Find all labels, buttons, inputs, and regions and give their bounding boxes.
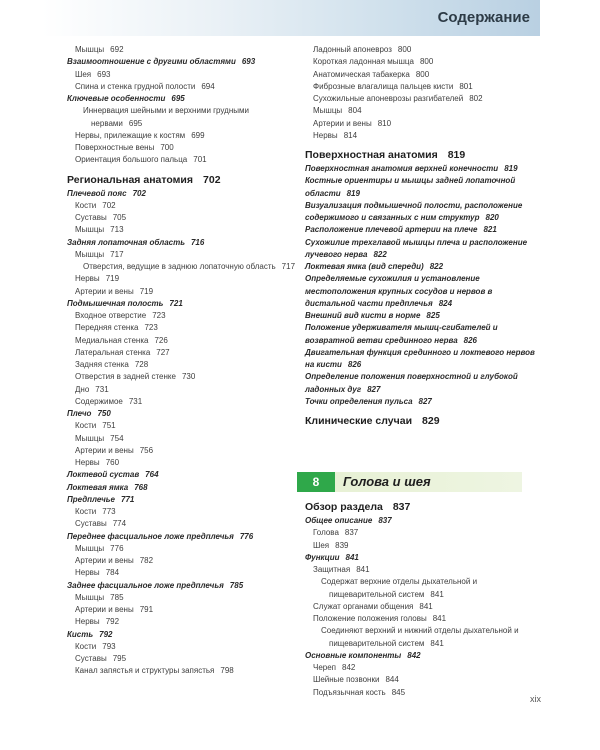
toc-entry [305,93,540,105]
toc-entry-title: Задняя лопаточная область [67,237,185,247]
toc-entry [305,237,540,262]
toc-entry-page: 841 [430,638,444,648]
toc-entry-page: 782 [139,556,154,565]
toc-entry-page: 827 [367,384,381,394]
toc-entry-title: Мышцы [75,45,105,54]
toc-entry-title: Суставы [75,654,107,663]
toc-entry [305,396,540,408]
toc-entry [305,322,540,347]
toc-entry-title: Артерии и вены [75,605,134,614]
toc-entry-title: Передняя стенка [75,323,139,333]
toc-chapter-8-column [305,500,540,699]
toc-entry [67,81,297,93]
toc-entry [67,384,297,396]
toc-entry-page: 700 [160,143,174,152]
toc-entry-page: 814 [343,130,358,140]
toc-entry [67,506,297,518]
toc-entry [67,200,297,212]
toc-entry [305,515,540,527]
toc-entry [305,81,540,93]
toc-entry-title: Мышцы [75,249,105,259]
toc-entry-title: Кости [75,421,97,431]
chapter-banner [297,472,522,492]
toc-entry-title: Шея [313,540,330,550]
toc-entry-page: 785 [229,580,244,590]
toc-entry [67,445,297,457]
toc-entry [67,433,297,445]
toc-entry-title: Общее описание [305,516,373,525]
toc-entry-page: 713 [110,225,124,235]
toc-entry [67,518,297,530]
toc-entry-page: 773 [102,507,116,516]
toc-entry [305,163,540,175]
toc-entry-page: 837 [378,516,392,525]
toc-entry [67,592,297,604]
toc-entry [305,175,540,200]
toc-entry-page: 695 [171,94,185,103]
toc-entry-page: 694 [201,81,215,91]
toc-entry-title: Нервы [75,617,100,627]
toc-entry [67,641,297,653]
toc-entry-page: 751 [102,421,116,431]
toc-entry-title: Определение положения поверхностной и глубокой ладонных дуг [305,372,518,394]
toc-entry-page: 723 [152,311,166,320]
toc-entry [67,69,297,81]
toc-entry-page: 731 [128,396,143,406]
toc-entry-page: 845 [391,687,406,697]
page-header [42,0,540,36]
toc-entry-page: 760 [105,458,120,467]
toc-entry-page: 841 [430,589,444,599]
toc-entry-title: Содержимое [75,396,123,406]
toc-entry [67,105,297,130]
toc-entry-page: 721 [169,298,183,308]
toc-entry-page: 784 [105,568,120,578]
toc-entry-page: 841 [419,601,433,611]
toc-entry [67,396,297,408]
toc-entry-title: Нервы [75,568,100,578]
toc-entry [305,273,540,310]
toc-entry-page: 699 [191,130,205,140]
toc-entry-title: Переднее фасциальное ложе предплечья [67,531,234,541]
toc-entry [67,322,297,334]
toc-entry-title: Сухожилие трехглавой мышцы плеча и расположение лучевого нерва [305,237,528,259]
toc-entry [67,543,297,555]
toc-entry-title: Задняя стенка [75,360,129,369]
toc-entry [305,576,540,601]
toc-entry-page: 802 [469,94,483,103]
toc-section [305,500,540,514]
toc-entry-page: 723 [144,323,158,333]
toc-entry-page: 702 [203,173,221,186]
toc-entry-title: Плечо [67,409,92,418]
toc-entry [67,212,297,224]
toc-entry-page: 798 [220,666,234,676]
toc-entry-title: Отверстия в задней стенке [75,372,176,382]
toc-entry-title: Соединяют верхний и нижний отделы дыхательной и пищеварительной систем [321,626,519,648]
toc-section [305,148,540,162]
toc-entry [305,130,540,142]
toc-entry-title: Канал запястья и структуры запястья [75,666,215,676]
toc-entry [67,531,297,543]
toc-entry-title: Шея [75,69,92,79]
toc-entry [67,494,297,506]
toc-entry-title: Костные ориентиры и мышцы задней лопаточной области [305,176,516,198]
toc-entry [67,420,297,432]
toc-entry [67,371,297,383]
toc-entry-page: 764 [145,470,159,480]
toc-entry-title: Суставы [75,213,107,222]
toc-entry-title: Кости [75,200,97,210]
toc-entry-page: 792 [105,617,120,627]
toc-entry-title: Клинические случаи [305,415,413,427]
toc-entry [67,482,297,494]
toc-entry [305,687,540,699]
toc-entry-title: Мышцы [75,225,105,235]
toc-entry [305,310,540,322]
toc-entry-title: Нервы [75,274,100,284]
toc-entry [305,662,540,674]
toc-entry-page: 702 [102,200,116,210]
toc-entry-page: 717 [110,249,124,259]
toc-entry [305,650,540,662]
toc-entry-page: 839 [335,540,349,550]
toc-entry-page: 692 [110,45,124,54]
toc-entry-page: 826 [347,360,362,369]
toc-entry-page: 791 [139,605,154,614]
toc-entry-page: 719 [105,274,120,284]
toc-entry [67,469,297,481]
toc-entry [67,604,297,616]
toc-entry [67,56,297,68]
toc-entry [305,224,540,236]
toc-entry-page: 695 [128,118,143,128]
toc-entry-page: 827 [418,396,432,406]
toc-entry-title: Заднее фасциальное ложе предплечья [67,580,224,590]
toc-entry [305,674,540,686]
toc-entry [67,261,297,273]
toc-entry-page: 731 [95,384,109,394]
toc-entry-title: Подъязычная кость [313,687,386,697]
toc-entry-page: 826 [463,335,477,345]
toc-entry-page: 693 [97,69,111,79]
toc-entry-title: Поверхностная анатомия [305,149,438,161]
toc-entry-title: Защитная [313,565,351,574]
toc-entry-page: 810 [377,118,392,128]
toc-entry-title: Определяемые сухожилия и установление местоположения крупных сосудов и нервов в дистальной части предплечья [305,274,493,308]
chapter-number: 8 [297,472,335,492]
chapter-title: Голова и шея [343,474,431,489]
toc-entry-title: Анатомическая табакерка [313,69,410,79]
toc-entry-page: 728 [134,360,149,369]
toc-entry-title: Расположение плечевой артерии на плече [305,225,478,235]
toc-entry [305,625,540,650]
toc-entry-page: 792 [99,629,113,639]
toc-entry-page: 820 [485,213,499,222]
toc-entry-title: Мышцы [75,592,105,602]
toc-entry-title: Входное отверстие [75,311,147,320]
toc-entry-page: 702 [132,188,146,198]
toc-entry-title: Нервы, прилежащие к костям [75,130,186,140]
toc-entry [67,457,297,469]
toc-entry [305,527,540,539]
toc-entry-title: Артерии и вены [313,118,372,128]
toc-entry-title: Точки определения пульса [305,396,413,406]
page-title: Содержание [437,9,530,26]
toc-left-column [67,44,297,678]
toc-entry-title: Локтевая ямка [67,482,129,492]
toc-entry-page: 726 [154,335,168,345]
toc-entry-title: Сухожильные апоневрозы разгибателей [313,94,464,103]
toc-entry [67,567,297,579]
toc-entry-page: 730 [181,372,196,382]
toc-entry-page: 837 [344,528,359,538]
toc-entry [67,359,297,371]
toc-entry-title: Двигательная функция срединного и локтевого нервов на кисти [305,347,535,369]
toc-right-column [305,44,540,429]
toc-entry-title: Внешний вид кисти в норме [305,311,421,320]
toc-entry-page: 776 [239,531,254,541]
toc-entry-page: 705 [112,213,127,222]
toc-entry-title: Нервы [313,130,338,140]
toc-entry-title: Ориентация большого пальца [75,155,188,165]
toc-entry-page: 841 [356,565,370,574]
toc-entry-title: Артерии и вены [75,286,134,296]
toc-entry-page: 804 [348,106,362,116]
toc-entry-title: Локтевая ямка (вид спереди) [305,262,424,271]
toc-entry-title: Фиброзные влагалища пальцев кисти [313,81,454,91]
toc-entry-title: Служат органами общения [313,601,414,611]
toc-entry [305,552,540,564]
toc-entry [67,298,297,310]
toc-entry-title: Иннервация шейными и верхними грудными нервами [83,106,249,128]
toc-entry-title: Региональная анатомия [67,173,194,186]
toc-entry [67,408,297,420]
toc-entry [305,56,540,68]
toc-entry [67,130,297,142]
toc-entry-page: 819 [346,188,360,198]
page-number: xix [530,694,541,704]
toc-entry-page: 727 [156,347,170,357]
toc-entry [67,188,297,200]
toc-entry-title: Визуализация подмышечной полости, расположение содержимого и связанных с ним структур [305,200,523,222]
toc-section [67,173,297,187]
toc-entry-page: 771 [121,494,135,504]
toc-entry [305,371,540,396]
toc-entry-title: Функции [305,552,340,562]
toc-entry [67,286,297,298]
toc-entry-page: 756 [139,445,154,455]
toc-entry [305,261,540,273]
toc-entry-page: 701 [193,155,207,165]
toc-entry-page: 844 [385,675,399,685]
toc-entry [305,118,540,130]
toc-entry [67,310,297,322]
toc-entry-title: Поверхностная анатомия верхней конечности [305,164,499,173]
toc-entry [67,665,297,677]
toc-entry-page: 717 [281,262,296,271]
toc-entry [305,347,540,372]
toc-entry-title: Ладонный апоневроз [313,45,392,54]
toc-entry-page: 801 [459,81,473,91]
toc-entry-page: 774 [112,519,127,529]
toc-entry-page: 716 [190,237,205,247]
toc-entry-page: 829 [422,415,440,427]
toc-entry-title: Поверхностные вены [75,143,155,152]
toc-entry-title: Взаимоотношение с другими областями [67,57,236,67]
toc-entry [67,616,297,628]
toc-entry [305,613,540,625]
toc-entry-title: Подмышечная полость [67,298,164,308]
toc-entry-page: 800 [419,57,434,67]
toc-entry-page: 800 [397,45,412,54]
toc-entry [67,335,297,347]
toc-entry-title: Локтевой сустав [67,470,140,480]
toc-entry [67,555,297,567]
toc-entry-page: 795 [112,654,127,663]
toc-entry-page: 719 [139,286,154,296]
toc-entry [67,44,297,56]
toc-entry-page: 824 [438,298,453,308]
toc-entry [67,273,297,285]
toc-entry-page: 837 [392,501,411,513]
toc-entry [67,154,297,166]
toc-entry-title: Плечевой пояс [67,188,127,198]
toc-entry [67,93,297,105]
toc-entry-page: 841 [432,614,447,623]
toc-entry-title: Ключевые особенности [67,94,166,103]
toc-section [305,414,540,428]
toc-entry-title: Артерии и вены [75,556,134,565]
toc-entry-page: 800 [415,69,430,79]
toc-entry [305,601,540,613]
toc-entry-page: 822 [429,262,444,271]
toc-entry-title: Спина и стенка грудной полости [75,81,196,91]
toc-entry-page: 819 [504,164,518,173]
toc-entry-title: Содержат верхние отделы дыхательной и пищеварительной систем [321,577,478,599]
toc-entry-page: 693 [241,57,256,67]
toc-entry [305,105,540,117]
toc-entry-page: 785 [110,592,124,602]
toc-entry-title: Нервы [75,458,100,467]
toc-entry-title: Латеральная стенка [75,347,151,357]
toc-entry-page: 776 [110,543,124,553]
toc-entry [305,564,540,576]
toc-entry-title: Основные компоненты [305,650,402,660]
toc-entry [67,224,297,236]
toc-entry [67,237,297,249]
toc-entry-title: Медиальная стенка [75,335,149,345]
toc-entry-title: Мышцы [313,106,343,116]
toc-entry-title: Обзор раздела [305,501,383,513]
toc-entry [305,44,540,56]
toc-entry-page: 842 [407,650,421,660]
toc-entry-title: Короткая ладонная мышца [313,57,414,67]
toc-entry-page: 821 [483,225,497,235]
toc-entry [67,347,297,359]
toc-entry-page: 793 [102,641,116,651]
toc-entry-title: Дно [75,384,90,394]
toc-entry [305,200,540,225]
toc-entry [67,142,297,154]
toc-entry-title: Положение положения головы [313,614,427,623]
toc-entry-title: Череп [313,663,337,672]
toc-entry [305,69,540,81]
toc-entry-page: 825 [426,311,440,320]
toc-entry-page: 841 [345,552,359,562]
toc-entry-title: Положение удерживателя мышц-сгибателей и возвратной ветви срединного нерва [305,323,498,345]
toc-entry-title: Кисть [67,629,94,639]
toc-entry-title: Кости [75,507,97,516]
toc-entry-title: Суставы [75,519,107,529]
toc-entry-page: 754 [110,433,124,443]
toc-entry [67,653,297,665]
toc-entry-title: Предплечье [67,494,116,504]
toc-entry [67,629,297,641]
toc-entry [305,540,540,552]
toc-entry-title: Шейные позвонки [313,675,380,685]
toc-entry-page: 842 [342,663,356,672]
toc-entry-title: Мышцы [75,543,105,553]
toc-entry-title: Кости [75,641,97,651]
toc-entry-title: Мышцы [75,433,105,443]
toc-entry-page: 819 [447,149,466,161]
toc-entry-page: 750 [97,409,111,418]
toc-entry-title: Артерии и вены [75,445,134,455]
toc-entry-page: 768 [134,482,148,492]
toc-entry [67,249,297,261]
toc-entry-title: Отверстия, ведущие в заднюю лопаточную область [83,262,276,271]
toc-entry [67,580,297,592]
toc-entry-title: Голова [313,528,339,538]
toc-entry-page: 822 [373,249,387,259]
